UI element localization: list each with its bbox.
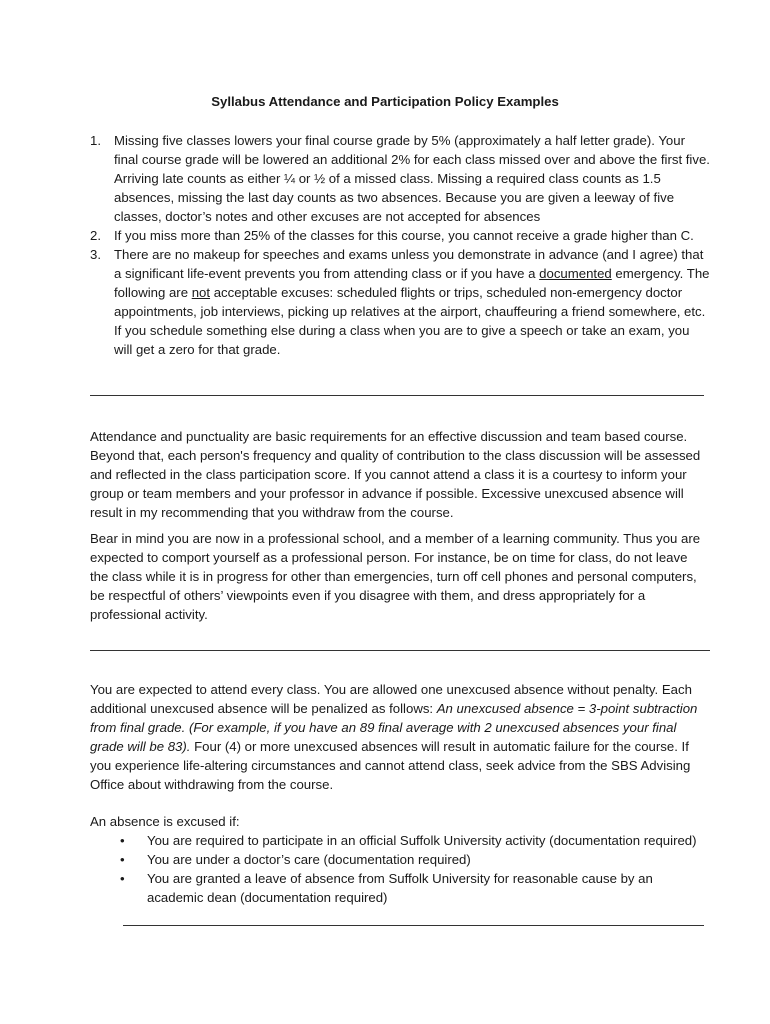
section-divider	[90, 650, 710, 651]
text-segment: acceptable excuses: scheduled flights or trips, scheduled non-emergency doctor appointments, job interviews, picking up relatives at the airport, chauffeuring a friend somewhere, etc. If you schedule something else during a class when you are to give a speech or take an exam, you will get a zero for that grade.	[114, 285, 706, 357]
text-segment: There are no makeup for speeches and exams unless you demonstrate in advance (and I agree) that a significant life-event prevents you from attending class or if you have a	[114, 247, 704, 281]
list-item-text: If you miss more than 25% of the classes for this course, you cannot receive a grade higher than C.	[114, 228, 694, 243]
list-item-text	[114, 247, 709, 357]
list-number: 2.	[90, 228, 101, 243]
list-item-text: Missing five classes lowers your final course grade by 5% (approximately a half letter grade). Your final course grade will be lowered an additional 2% for each class missed over and above the first five. Arriving late counts as either ¼ or ½ of a missed class. Missing a required class counts as 1.5 absences, missing the last day counts as two absences. Because you are given a leeway of five classes, doctor’s notes and other excuses are not accepted for absences	[114, 133, 710, 224]
bullet-icon: •	[120, 852, 125, 867]
policy-list	[90, 131, 710, 359]
unexcused-absence-paragraph	[90, 680, 702, 794]
text-segment: You are expected to attend every class. You are allowed one unexcused absence without penalty. Each additional unexcused absence will be penalized as follows:	[90, 682, 692, 716]
list-item	[112, 869, 702, 907]
list-item	[90, 131, 710, 226]
document-title: Syllabus Attendance and Participation Policy Examples	[211, 94, 559, 109]
list-item-text: You are under a doctor’s care (documentation required)	[147, 852, 471, 867]
bullet-icon: •	[120, 833, 125, 848]
underlined-documented: documented	[539, 266, 612, 281]
list-item	[112, 831, 702, 850]
section-divider	[90, 395, 704, 396]
list-item	[90, 245, 710, 359]
list-item	[112, 850, 702, 869]
professional-conduct-paragraph: Bear in mind you are now in a professional school, and a member of a learning community. Thus you are expected to comport yourself as a professional person. For instance, be on time for class, do not leave the class while it is in progress for other than emergencies, turn off cell phones and personal computers, be respectful of others’ viewpoints even if you disagree with them, and dress appropriately for a professional activity.	[90, 531, 701, 622]
attendance-paragraph: Attendance and punctuality are basic requirements for an effective discussion and team based course. Beyond that, each person's frequency and quality of contribution to the class discussion will be assessed and reflected in the class participation score. If you cannot attend a class it is a courtesy to inform your group or team members and your professor in advance if possible. Excessive unexcused absence will result in my recommending that you withdraw from the course.	[90, 429, 701, 520]
bullet-icon: •	[120, 871, 125, 886]
list-item	[90, 226, 710, 245]
text-segment: Four (4) or more unexcused absences will result in automatic failure for the course. If you experience life-altering circumstances and cannot attend class, seek advice from the SBS Advising Office about withdrawing from the course.	[90, 739, 691, 792]
list-number: 3.	[90, 247, 101, 262]
section-divider	[123, 925, 704, 926]
underlined-not: not	[191, 285, 211, 300]
list-item-text: You are granted a leave of absence from Suffolk University for reasonable cause by an academic dean (documentation required)	[147, 871, 653, 905]
list-item-text: You are required to participate in an official Suffolk University activity (documentation required)	[147, 833, 697, 848]
penalty-italic-text: An unexcused absence = 3-point subtraction from final grade. (For example, if you have an 89 final average with 2 unexcused absences your final grade will be 83).	[90, 701, 698, 754]
excused-heading: An absence is excused if:	[90, 814, 240, 829]
list-number: 1.	[90, 133, 101, 148]
excused-list	[112, 831, 702, 907]
text-segment: emergency. The following are	[114, 266, 710, 300]
